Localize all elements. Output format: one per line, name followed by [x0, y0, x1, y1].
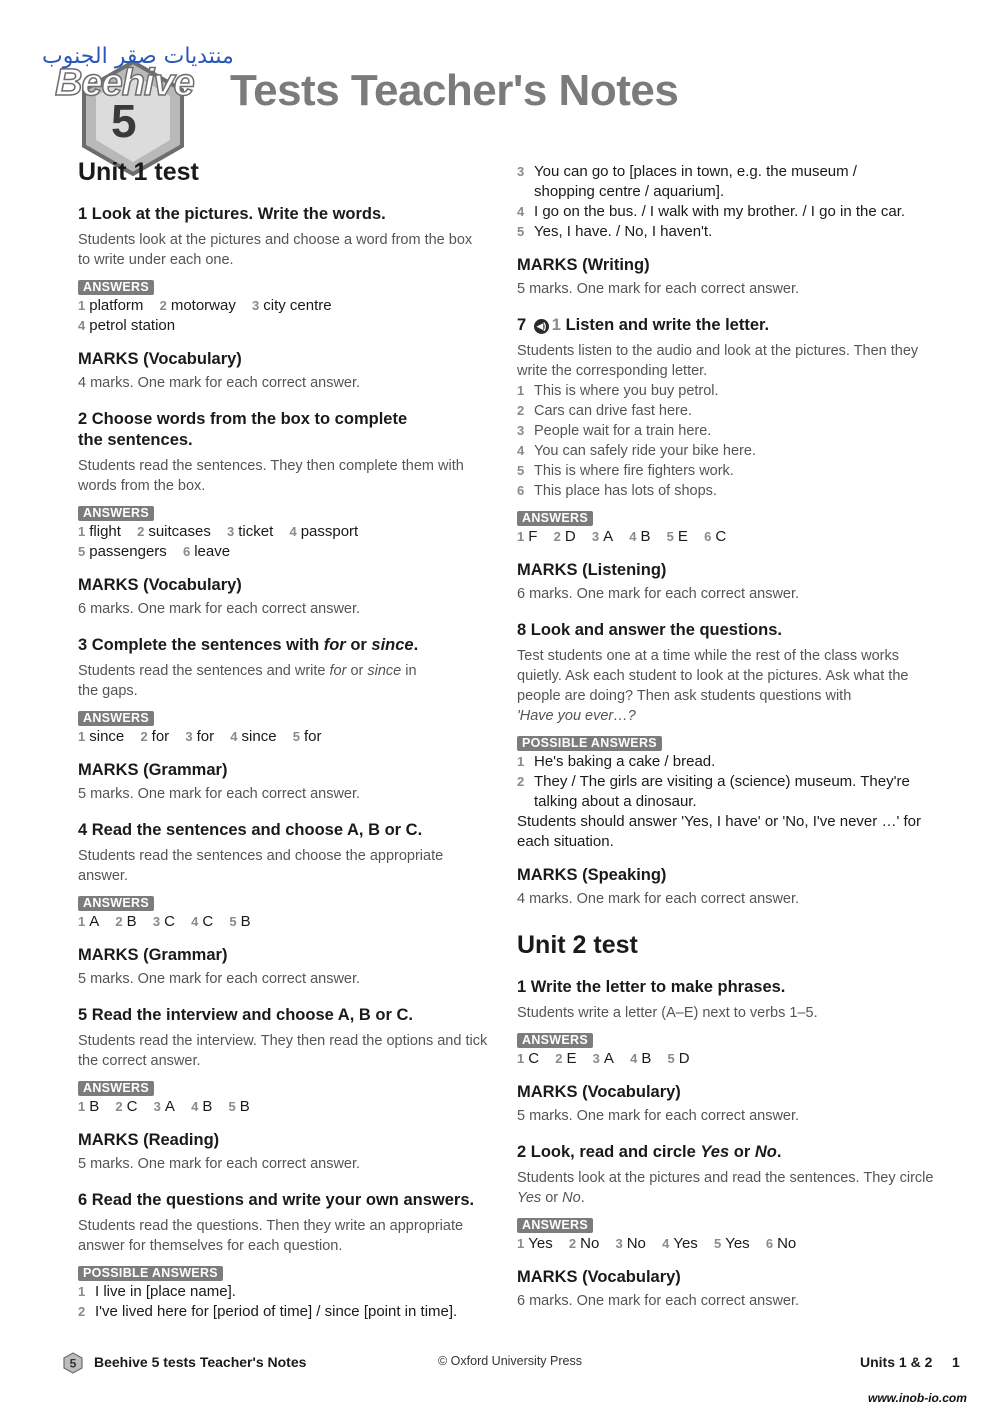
answers-line	[78, 522, 488, 542]
marks-heading: MARKS (Grammar)	[78, 946, 228, 964]
answers-badge: ANSWERS	[78, 506, 154, 521]
exercise-title: 1 Look at the pictures. Write the words.	[78, 205, 386, 223]
exercise-description: Students read the sentences and choose the appropriate answer.	[78, 848, 444, 884]
marks-text: 6 marks. One mark for each correct answer.	[517, 586, 800, 602]
unit1-exercise-3	[78, 635, 488, 804]
list-item: 1 He's baking a cake / bread.	[517, 753, 716, 770]
marks-text: 5 marks. One mark for each correct answer.	[78, 971, 361, 987]
answer-item: 1 since	[78, 728, 125, 745]
marks-heading: MARKS (Writing)	[517, 256, 650, 274]
answers-badge: ANSWERS	[78, 896, 154, 911]
answer-item: 5 B	[228, 1098, 250, 1115]
answer-item: 3 No	[615, 1235, 646, 1252]
answers-badge: ANSWERS	[78, 1081, 154, 1096]
list-item: 3 People wait for a train here.	[517, 423, 712, 439]
exercise-title: 3 Complete the sentences with for or since.	[78, 636, 419, 654]
answer-item: 4 C	[191, 913, 214, 930]
answer-item: 6 No	[765, 1235, 797, 1252]
page-number: 1	[952, 1354, 960, 1370]
marks-heading: MARKS (Listening)	[517, 561, 667, 579]
unit1-exercise-8	[517, 620, 937, 909]
exercise-title: 4 Read the sentences and choose A, B or C.	[78, 821, 423, 839]
footer-units: Units 1 & 2	[860, 1354, 933, 1370]
answer-item: 3 city centre	[252, 297, 332, 314]
answer-item: 1 Yes	[517, 1235, 553, 1252]
answer-item: 3 A	[153, 1098, 175, 1115]
marks-text: 5 marks. One mark for each correct answer.	[517, 281, 800, 297]
watermark-arabic: منتديات صقر الجنوب	[42, 44, 234, 69]
marks-heading: MARKS (Reading)	[78, 1131, 220, 1149]
audio-track-number: 1	[551, 316, 561, 334]
list-item: 2 Cars can drive fast here.	[517, 403, 692, 419]
marks-text: 5 marks. One mark for each correct answer.	[517, 1108, 800, 1124]
answer-item: 5 passengers	[78, 543, 167, 560]
answers-line	[517, 1049, 937, 1069]
answer-item: 3 ticket	[227, 523, 274, 540]
list-item: 2 I've lived here for [period of time] / since [point in time].	[78, 1303, 458, 1320]
answers-line	[78, 296, 488, 316]
answers-line	[78, 1097, 488, 1117]
answers-badge: ANSWERS	[517, 1218, 593, 1233]
page-title: Tests Teacher's Notes	[230, 66, 679, 115]
answer-item: 2 E	[555, 1050, 577, 1067]
exercise-title: 5 Read the interview and choose A, B or C.	[78, 1006, 413, 1024]
unit1-exercise-2	[78, 409, 488, 619]
list-item: 5 This is where fire fighters work.	[517, 463, 734, 479]
exercise-title: 7 ◀) 1 Listen and write the letter.	[517, 316, 770, 334]
possible-answers-badge: POSSIBLE ANSWERS	[517, 736, 662, 751]
answer-note: Students should answer 'Yes, I have' or 'No, I've never …' for each situation.	[517, 813, 921, 850]
list-item: 6 This place has lots of shops.	[517, 483, 717, 499]
answers-line	[517, 527, 937, 547]
possible-answers-badge: POSSIBLE ANSWERS	[78, 1266, 223, 1281]
unit-1-title: Unit 1 test	[78, 158, 199, 186]
exercise-title: 2 Look, read and circle Yes or No.	[517, 1143, 782, 1161]
answer-item: 3 for	[185, 728, 215, 745]
marks-text: 5 marks. One mark for each correct answer.	[78, 1156, 361, 1172]
unit-2-title: Unit 2 test	[517, 931, 638, 959]
list-item: 5 Yes, I have. / No, I haven't.	[517, 223, 713, 240]
marks-heading: MARKS (Vocabulary)	[517, 1268, 681, 1286]
exercise-description: Students look at the pictures and read the sentences. They circle Yes or No.	[517, 1170, 934, 1206]
marks-text: 5 marks. One mark for each correct answer.	[78, 786, 361, 802]
right-column	[517, 162, 937, 1327]
exercise-title: 6 Read the questions and write your own answers.	[78, 1191, 475, 1209]
answers-line	[78, 912, 488, 932]
answer-item: 4 since	[230, 728, 277, 745]
answer-item: 5 Yes	[713, 1235, 750, 1252]
marks-heading: MARKS (Vocabulary)	[78, 576, 242, 594]
answer-item: 3 A	[591, 528, 614, 545]
marks-text: 6 marks. One mark for each correct answer.	[517, 1293, 800, 1309]
marks-heading: MARKS (Vocabulary)	[517, 1083, 681, 1101]
website-watermark: www.inob-io.com	[868, 1391, 967, 1405]
answer-item: 1 F	[517, 528, 538, 545]
answers-badge: ANSWERS	[78, 711, 154, 726]
prompt-list	[517, 381, 937, 501]
answer-item: 4 passport	[289, 523, 359, 540]
list-item: 2 They / The girls are visiting a (science) museum. They're talking about a dinosaur.	[517, 773, 910, 810]
answer-item: 6 leave	[182, 543, 231, 560]
logo-number: 5	[111, 95, 137, 147]
list-item: 4 You can safely ride your bike here.	[517, 443, 756, 459]
answer-item: 2 D	[553, 528, 576, 545]
answer-item: 2 suitcases	[137, 523, 211, 540]
answer-item: 5 D	[667, 1050, 690, 1067]
footer-book-title: Beehive 5 tests Teacher's Notes	[94, 1354, 307, 1370]
unit1-exercise-5	[78, 1005, 488, 1174]
unit1-exercise-6	[78, 1190, 488, 1322]
answer-item: 1 C	[517, 1050, 540, 1067]
marks-text: 4 marks. One mark for each correct answer.	[78, 375, 361, 391]
unit1-exercise-6-continued	[517, 162, 937, 299]
answer-item: 3 A	[592, 1050, 614, 1067]
footer-hexagon-icon	[62, 1352, 84, 1374]
marks-text: 4 marks. One mark for each correct answer.	[517, 891, 800, 907]
exercise-description: Students read the interview. They then read the options and tick the correct answer.	[78, 1033, 488, 1069]
answer-item: 4 B	[191, 1098, 213, 1115]
unit1-exercise-4	[78, 820, 488, 989]
audio-icon: ◀)	[534, 319, 549, 334]
answer-item: 4 Yes	[662, 1235, 698, 1252]
exercise-title: 8 Look and answer the questions.	[517, 621, 782, 639]
exercise-description: Students read the questions. Then they write an appropriate answer for themselves for each question.	[78, 1218, 464, 1254]
answer-item: 2 B	[115, 913, 137, 930]
marks-heading: MARKS (Vocabulary)	[78, 350, 242, 368]
list-item: 1 This is where you buy petrol.	[517, 383, 719, 399]
footer-copyright: © Oxford University Press	[438, 1354, 582, 1368]
answer-item: 5 B	[229, 913, 251, 930]
page-footer	[62, 1352, 962, 1374]
list-item: 1 I live in [place name].	[78, 1283, 236, 1300]
answer-item: 6 C	[704, 528, 727, 545]
unit1-exercise-7	[517, 315, 937, 604]
marks-text: 6 marks. One mark for each correct answer.	[78, 601, 361, 617]
exercise-description: Students look at the pictures and choose a word from the box to write under each one.	[78, 232, 473, 268]
answer-item: 4 B	[629, 528, 651, 545]
left-column	[78, 158, 488, 1322]
exercise-description: Students read the sentences and write for or since in the gaps.	[78, 663, 417, 699]
answer-item: 2 for	[140, 728, 170, 745]
footer-hexagon-number: 5	[69, 1356, 77, 1371]
answer-item: 1 flight	[78, 523, 121, 540]
answers-badge: ANSWERS	[517, 1033, 593, 1048]
exercise-description: Students listen to the audio and look at the pictures. Then they write the corresponding letter.	[517, 343, 919, 379]
logo-word: Beehive	[55, 62, 194, 104]
exercise-description: Students read the sentences. They then complete them with words from the box.	[78, 458, 464, 494]
exercise-description: Students write a letter (A–E) next to verbs 1–5.	[517, 1005, 818, 1021]
answer-item: 4 petrol station	[78, 317, 176, 334]
answers-line	[78, 727, 488, 747]
answer-item: 5 E	[666, 528, 688, 545]
marks-heading: MARKS (Speaking)	[517, 866, 667, 884]
marks-heading: MARKS (Grammar)	[78, 761, 228, 779]
answer-item: 3 C	[152, 913, 175, 930]
answers-badge: ANSWERS	[78, 280, 154, 295]
exercise-title: 1 Write the letter to make phrases.	[517, 978, 786, 996]
answers-line	[517, 1234, 937, 1254]
answer-item: 5 for	[292, 728, 322, 745]
answer-item: 1 A	[78, 913, 100, 930]
list-item: 4 I go on the bus. / I walk with my brother. / I go in the car.	[517, 203, 906, 220]
list-item: 3 You can go to [places in town, e.g. the museum / shopping centre / aquarium].	[517, 163, 857, 200]
answer-item: 2 motorway	[159, 297, 236, 314]
unit2-exercise-1	[517, 977, 937, 1126]
answers-line	[78, 316, 488, 336]
answer-item: 4 B	[630, 1050, 652, 1067]
answer-item: 2 C	[115, 1098, 138, 1115]
exercise-description: Test students one at a time while the rest of the class works quietly. Ask each student to look at the pictures. Ask what the people are doing? Then ask students questions with 'Have you ever…?	[517, 648, 909, 724]
answer-item: 2 No	[568, 1235, 600, 1252]
unit1-exercise-1	[78, 204, 488, 393]
exercise-title: 2 Choose words from the box to complete the sentences.	[78, 410, 408, 449]
answers-badge: ANSWERS	[517, 511, 593, 526]
answers-line	[78, 542, 488, 562]
answer-item: 1 platform	[78, 297, 144, 314]
answer-item: 1 B	[78, 1098, 100, 1115]
unit2-exercise-2	[517, 1142, 937, 1311]
